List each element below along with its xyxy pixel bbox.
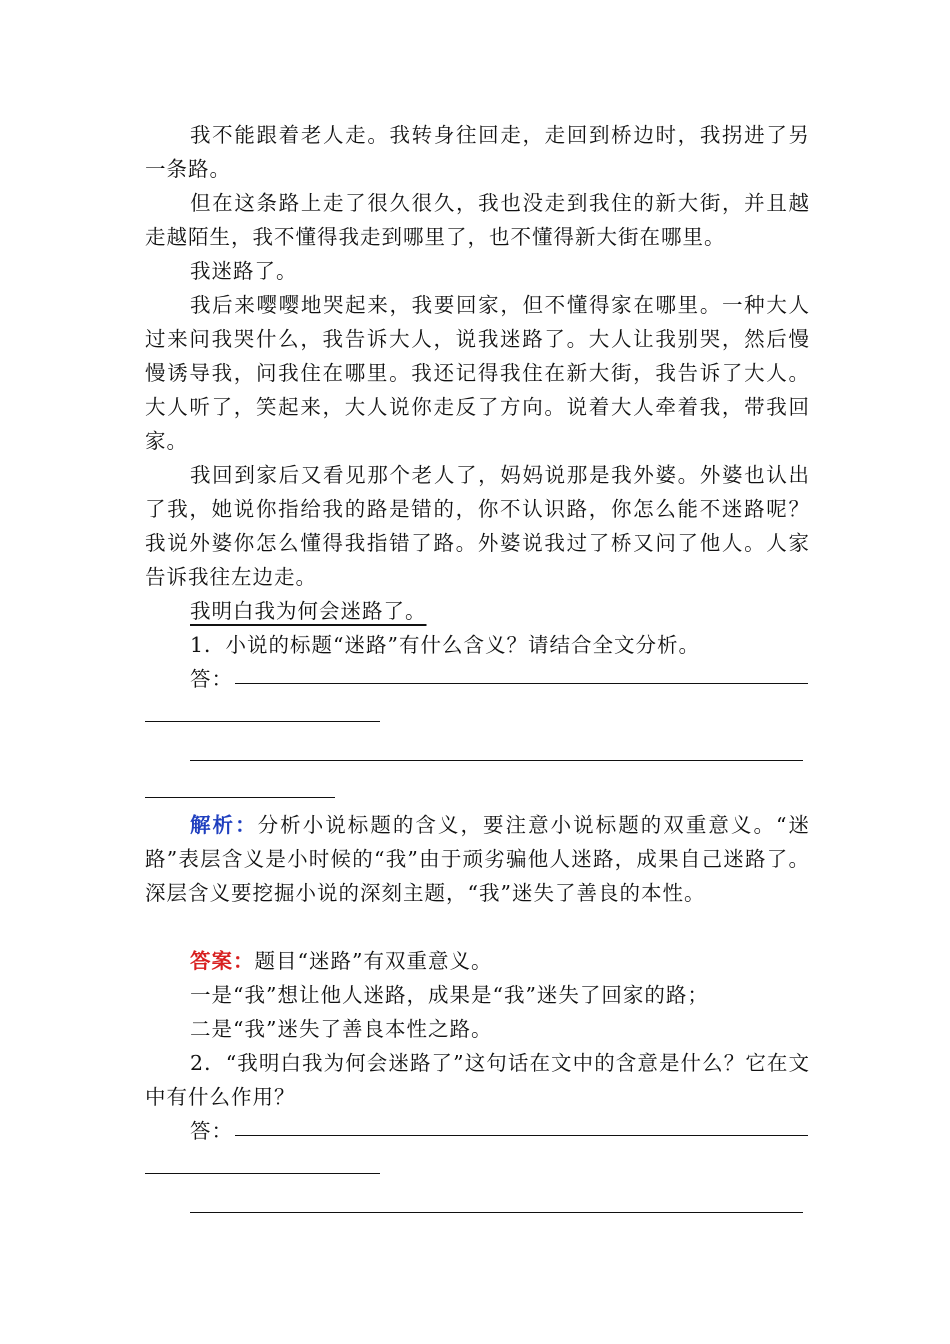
answer-line[interactable] [190,760,803,761]
story-paragraph-3: 我迷路了。 [190,259,298,283]
answer-label: 答案： [190,949,255,973]
story-paragraph-1: 我不能跟着老人走。我转身往回走，走回到桥边时，我拐进了另一条路。 [145,123,810,181]
story-paragraph-4: 我后来嘤嘤地哭起来，我要回家，但不懂得家在哪里。一种大人过来问我哭什么，我告诉大人，说我迷路了。大人让我别哭，然后慢慢诱导我，问我住在哪里。我还记得我住在新大街，我告诉了大人。大人听了，笑起来，大人说你走反了方向。说着大人牵着我，带我回家。 [145,293,810,453]
answer-line[interactable] [145,797,335,798]
answer-line[interactable] [235,1135,808,1136]
answer-section [145,944,855,978]
answer-line[interactable] [235,683,808,684]
answer-line[interactable] [145,1173,380,1174]
underlined-sentence: 我明白我为何会迷路了。 [190,599,427,623]
answer-line[interactable] [190,1212,803,1213]
analysis-section [145,808,810,910]
question-2-answer-label: 答： [190,1119,233,1143]
question-1-answer-label: 答： [190,667,233,691]
question-2: 2．“我明白我为何会迷路了”这句话在文中的含意是什么？它在文中有什么作用？ [145,1051,810,1109]
answer-point-2: 二是“我”迷失了善良本性之路。 [190,1017,493,1041]
answer-text: 题目“迷路”有双重意义。 [254,949,493,973]
analysis-text: 分析小说标题的含义，要注意小说标题的双重意义。“迷路”表层含义是小时候的“我”由于顽劣骗他人迷路，成果自己迷路了。深层含义要挖掘小说的深刻主题，“我”迷失了善良的本性。 [145,813,811,905]
answer-line[interactable] [145,721,380,722]
answer-point-1: 一是“我”想让他人迷路，成果是“我”迷失了回家的路； [190,983,709,1007]
story-paragraph-5: 我回到家后又看见那个老人了，妈妈说那是我外婆。外婆也认出了我，她说你指给我的路是错的，你不认识路，你怎么能不迷路呢？我说外婆你怎么懂得我指错了路。外婆说我过了桥又问了他人。人家告诉我往左边走。 [145,463,810,589]
analysis-label: 解析： [190,813,258,837]
story-paragraph-6 [145,594,855,628]
question-1: 1．小说的标题“迷路”有什么含义？请结合全文分析。 [190,633,701,657]
story-paragraph-2: 但在这条路上走了很久很久，我也没走到我住的新大街，并且越走越陌生，我不懂得我走到哪里了，也不懂得新大街在哪里。 [145,191,810,249]
